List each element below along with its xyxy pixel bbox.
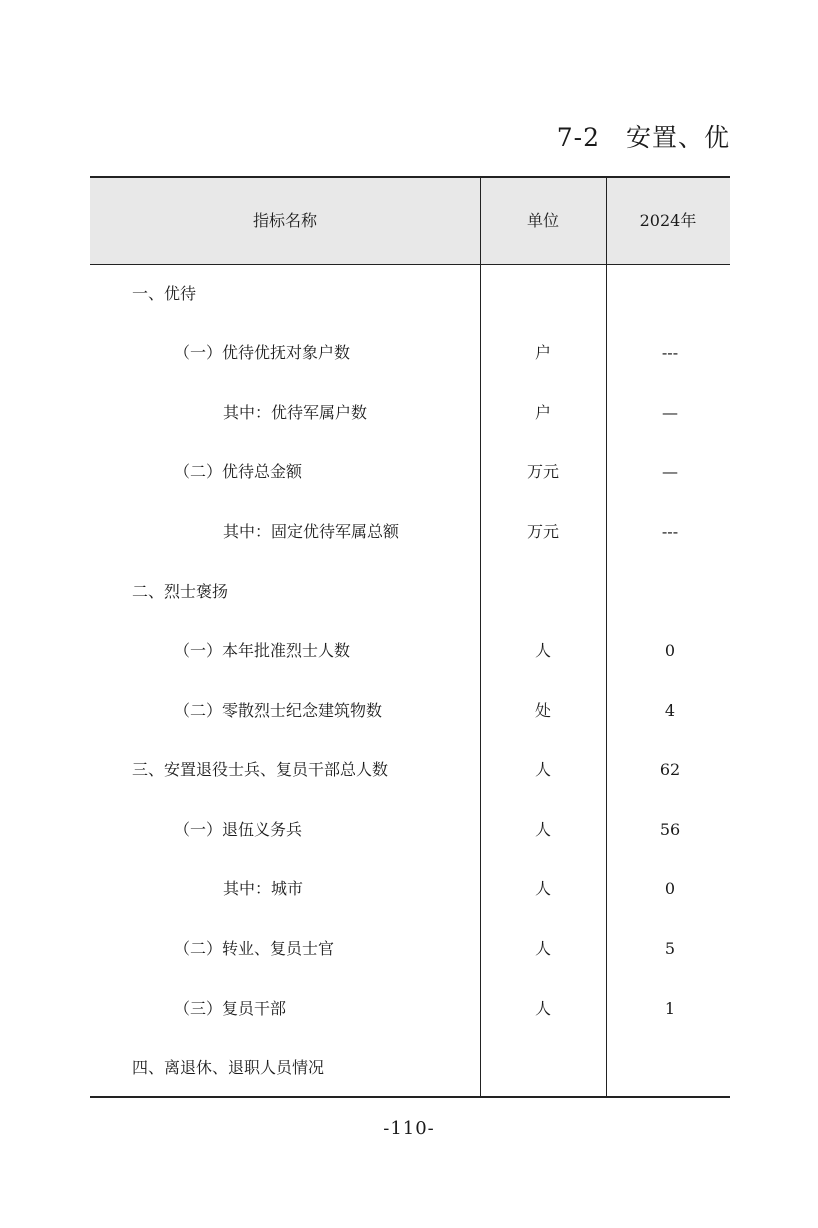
row-value: 0 bbox=[664, 879, 676, 898]
table-row bbox=[90, 979, 730, 1039]
row-unit: 人 bbox=[534, 820, 551, 839]
row-unit bbox=[480, 562, 606, 622]
row-name: （二）零散烈士纪念建筑物数 bbox=[174, 701, 383, 720]
row-value: — bbox=[662, 462, 678, 481]
row-unit: 万元 bbox=[526, 522, 559, 541]
row-value: --- bbox=[661, 343, 679, 362]
row-name: （一）优待优抚对象户数 bbox=[174, 343, 351, 362]
row-unit: 万元 bbox=[526, 462, 559, 481]
table-row bbox=[90, 264, 730, 324]
row-name: 二、烈士褒扬 bbox=[132, 582, 229, 601]
table-row bbox=[90, 859, 730, 919]
row-value: — bbox=[662, 403, 678, 422]
row-name: （二）转业、复员士官 bbox=[174, 939, 335, 958]
table-row bbox=[90, 621, 730, 681]
table-row bbox=[90, 740, 730, 800]
page-number: -110- bbox=[383, 1118, 435, 1139]
row-unit: 人 bbox=[534, 641, 551, 660]
row-value: --- bbox=[661, 522, 679, 541]
column-header-unit: 单位 bbox=[526, 211, 559, 230]
row-unit bbox=[480, 264, 606, 324]
row-name: 其中：城市 bbox=[223, 879, 304, 898]
row-unit: 人 bbox=[534, 999, 551, 1018]
row-value: 4 bbox=[664, 701, 676, 720]
table-row bbox=[90, 562, 730, 622]
row-unit: 人 bbox=[534, 760, 551, 779]
row-name: 四、离退休、退职人员情况 bbox=[132, 1058, 325, 1077]
statistics-table bbox=[90, 176, 730, 1098]
row-unit: 人 bbox=[534, 879, 551, 898]
row-name: 一、优待 bbox=[132, 284, 197, 303]
row-name: 其中：优待军属户数 bbox=[223, 403, 368, 422]
row-value: 1 bbox=[664, 999, 676, 1018]
table-row bbox=[90, 800, 730, 860]
row-value bbox=[606, 562, 730, 622]
row-unit: 户 bbox=[534, 343, 551, 362]
table-row bbox=[90, 323, 730, 383]
column-header-year: 2024年 bbox=[639, 211, 697, 230]
table-row bbox=[90, 1038, 730, 1098]
table-row bbox=[90, 383, 730, 443]
row-value: 0 bbox=[664, 641, 676, 660]
row-unit bbox=[480, 1038, 606, 1098]
table-title-text: 安置、优 bbox=[625, 123, 730, 152]
row-name: （一）本年批准烈士人数 bbox=[174, 641, 351, 660]
row-name: （二）优待总金额 bbox=[174, 462, 303, 481]
table-row bbox=[90, 919, 730, 979]
table-number: 7-2 bbox=[556, 123, 600, 152]
row-value: 56 bbox=[659, 820, 681, 839]
table-title bbox=[557, 118, 730, 154]
row-unit: 处 bbox=[534, 701, 551, 720]
table-row bbox=[90, 442, 730, 502]
row-name: （三）复员干部 bbox=[174, 999, 287, 1018]
table-row bbox=[90, 502, 730, 562]
row-unit: 户 bbox=[534, 403, 551, 422]
row-name: 三、安置退役士兵、复员干部总人数 bbox=[132, 760, 389, 779]
row-value bbox=[606, 1038, 730, 1098]
table-row bbox=[90, 681, 730, 741]
column-header-name: 指标名称 bbox=[252, 211, 317, 230]
row-name: 其中：固定优待军属总额 bbox=[223, 522, 400, 541]
row-value: 62 bbox=[659, 760, 681, 779]
row-value bbox=[606, 264, 730, 324]
row-name: （一）退伍义务兵 bbox=[174, 820, 303, 839]
row-unit: 人 bbox=[534, 939, 551, 958]
row-value: 5 bbox=[664, 939, 676, 958]
